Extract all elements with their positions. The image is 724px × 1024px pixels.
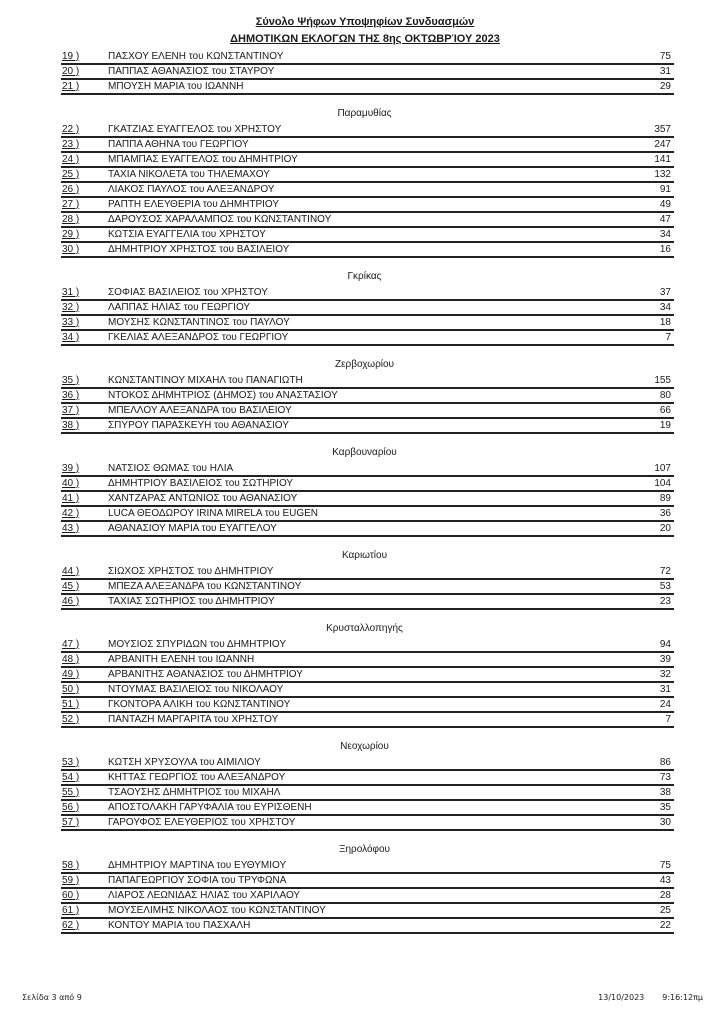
candidate-votes: 32 <box>659 669 671 680</box>
candidate-number: 28 ) <box>62 214 80 225</box>
candidate-number: 58 ) <box>62 860 80 871</box>
candidate-number: 29 ) <box>62 229 80 240</box>
candidate-votes: 73 <box>659 772 671 783</box>
candidate-name: ΚΩΤΣΙΑ ΕΥΑΓΓΕΛΙΑ του ΧΡΗΣΤΟΥ <box>108 229 266 240</box>
print-time: 9:16:12πμ <box>662 993 703 1002</box>
candidate-row <box>61 316 674 331</box>
candidate-votes: 36 <box>659 508 671 519</box>
candidate-votes: 31 <box>659 684 671 695</box>
candidate-votes: 75 <box>659 860 671 871</box>
candidate-votes: 7 <box>665 714 671 725</box>
candidate-number: 52 ) <box>62 714 80 725</box>
candidate-name: ΔΗΜΗΤΡΙΟΥ ΧΡΗΣΤΟΣ του ΒΑΣΙΛΕΙΟΥ <box>108 244 290 255</box>
candidate-row <box>61 477 674 492</box>
candidate-number: 51 ) <box>62 699 80 710</box>
candidate-name: ΜΟΥΣΗΣ ΚΩΝΣΤΑΝΤΙΝΟΣ του ΠΑΥΛΟΥ <box>108 317 290 328</box>
district-title: Παραμυθίας <box>337 108 392 119</box>
document-header <box>0 14 724 48</box>
candidate-votes: 247 <box>654 139 671 150</box>
candidate-row <box>61 80 674 95</box>
candidate-votes: 22 <box>659 920 671 931</box>
candidate-name: ΑΡΒΑΝΙΤΗΣ ΑΘΑΝΑΣΙΟΣ του ΔΗΜΗΤΡΙΟΥ <box>108 669 303 680</box>
candidate-votes: 53 <box>659 581 671 592</box>
district-title: Καριωτίου <box>341 550 388 561</box>
candidate-number: 34 ) <box>62 332 80 343</box>
candidate-name: ΛΙΑΚΟΣ ΠΑΥΛΟΣ του ΑΛΕΞΑΝΔΡΟΥ <box>108 184 275 195</box>
candidate-row <box>61 213 674 228</box>
candidate-votes: 72 <box>659 566 671 577</box>
candidate-name: ΜΠΕΛΛΟΥ ΑΛΕΞΑΝΔΡΑ του ΒΑΣΙΛΕΙΟΥ <box>108 405 292 416</box>
candidate-number: 31 ) <box>62 287 80 298</box>
candidate-name: ΛΑΠΠΑΣ ΗΛΙΑΣ του ΓΕΩΡΓΙΟΥ <box>108 302 251 313</box>
candidate-name: ΜΠΕΖΑ ΑΛΕΞΑΝΔΡΑ του ΚΩΝΣΤΑΝΤΙΝΟΥ <box>108 581 302 592</box>
candidate-row <box>61 153 674 168</box>
candidate-row <box>61 653 674 668</box>
candidate-number: 38 ) <box>62 420 80 431</box>
candidate-row <box>61 919 674 934</box>
candidate-number: 54 ) <box>62 772 80 783</box>
candidate-votes: 37 <box>659 287 671 298</box>
candidate-number: 47 ) <box>62 639 80 650</box>
candidate-number: 21 ) <box>62 81 80 92</box>
candidate-row <box>61 683 674 698</box>
candidate-row <box>61 374 674 389</box>
candidate-name: ΓΚΕΛΙΑΣ ΑΛΕΞΑΝΔΡΟΣ του ΓΕΩΡΓΙΟΥ <box>108 332 289 343</box>
candidate-row <box>61 874 674 889</box>
candidate-row <box>61 243 674 258</box>
district-group <box>61 264 674 346</box>
candidate-name: ΠΑΝΤΑΖΗ ΜΑΡΓΑΡΙΤΑ του ΧΡΗΣΤΟΥ <box>108 714 279 725</box>
candidate-votes: 38 <box>659 787 671 798</box>
candidate-number: 46 ) <box>62 596 80 607</box>
candidate-row <box>61 419 674 434</box>
candidate-number: 60 ) <box>62 890 80 901</box>
district-group <box>61 616 674 728</box>
candidate-votes: 75 <box>659 51 671 62</box>
candidate-name: LUCA ΘΕΟΔΩΡΟΥ IRINA MIRELA του EUGEN <box>108 508 318 519</box>
document-subtitle: ΔΗΜΟΤΙΚΩΝ ΕΚΛΟΓΩΝ ΤΗΣ 8ης ΟΚΤΩΒΡΊΟΥ 2023 <box>230 33 500 45</box>
candidate-name: ΠΑΠΑΓΕΩΡΓΙΟΥ ΣΟΦΙΑ του ΤΡΥΦΩΝΑ <box>108 875 287 886</box>
district-title: Ζερβοχωρίου <box>334 359 395 370</box>
district-title: Κρυσταλλοπηγής <box>326 623 403 634</box>
candidate-row <box>61 331 674 346</box>
candidate-name: ΣΟΦΙΑΣ ΒΑΣΙΛΕΙΟΣ του ΧΡΗΣΤΟΥ <box>108 287 268 298</box>
candidate-number: 39 ) <box>62 463 80 474</box>
candidate-name: ΓΚΑΤΖΙΑΣ ΕΥΑΓΓΕΛΟΣ του ΧΡΗΣΤΟΥ <box>108 124 282 135</box>
candidate-votes: 34 <box>659 229 671 240</box>
candidate-name: ΝΤΟΥΜΑΣ ΒΑΣΙΛΕΙΟΣ του ΝΙΚΟΛΑΟΥ <box>108 684 284 695</box>
candidate-number: 30 ) <box>62 244 80 255</box>
candidate-number: 37 ) <box>62 405 80 416</box>
district-group <box>61 101 674 258</box>
candidate-row <box>61 786 674 801</box>
candidate-votes: 91 <box>659 184 671 195</box>
candidate-votes: 23 <box>659 596 671 607</box>
candidate-name: ΡΑΠΤΗ ΕΛΕΥΘΕΡΙΑ του ΔΗΜΗΤΡΙΟΥ <box>108 199 280 210</box>
candidate-name: ΓΑΡΟΥΦΟΣ ΕΛΕΥΘΕΡΙΟΣ του ΧΡΗΣΤΟΥ <box>108 817 296 828</box>
candidate-number: 56 ) <box>62 802 80 813</box>
candidate-number: 20 ) <box>62 66 80 77</box>
candidate-votes: 357 <box>654 124 671 135</box>
district-group <box>61 440 674 537</box>
candidate-number: 44 ) <box>62 566 80 577</box>
candidate-number: 25 ) <box>62 169 80 180</box>
candidate-name: ΜΟΥΣΕΛΙΜΗΣ ΝΙΚΟΛΑΟΣ του ΚΩΝΣΤΑΝΤΙΝΟΥ <box>108 905 326 916</box>
candidate-row <box>61 595 674 610</box>
candidate-number: 61 ) <box>62 905 80 916</box>
candidate-votes: 89 <box>659 493 671 504</box>
candidate-name: ΜΟΥΣΙΟΣ ΣΠΥΡΙΔΩΝ του ΔΗΜΗΤΡΙΟΥ <box>108 639 287 650</box>
candidate-name: ΑΠΟΣΤΟΛΑΚΗ ΓΑΡΥΦΑΛΙΑ του ΕΥΡΙΣΘΕΝΗ <box>108 802 312 813</box>
candidate-row <box>61 668 674 683</box>
candidate-row <box>61 801 674 816</box>
candidate-votes: 80 <box>659 390 671 401</box>
candidate-name: ΜΠΑΜΠΑΣ ΕΥΑΓΓΕΛΟΣ του ΔΗΜΗΤΡΙΟΥ <box>108 154 298 165</box>
candidate-number: 50 ) <box>62 684 80 695</box>
candidate-row <box>61 889 674 904</box>
candidate-votes: 94 <box>659 639 671 650</box>
candidate-name: ΠΑΣΧΟΥ ΕΛΕΝΗ του ΚΩΝΣΤΑΝΤΙΝΟΥ <box>108 51 284 62</box>
candidate-votes: 30 <box>659 817 671 828</box>
candidate-row <box>61 492 674 507</box>
district-group <box>61 50 674 95</box>
candidate-row <box>61 638 674 653</box>
candidate-number: 53 ) <box>62 757 80 768</box>
print-date: 13/10/2023 <box>598 993 645 1002</box>
candidate-row <box>61 698 674 713</box>
candidate-name: ΣΙΩΧΟΣ ΧΡΗΣΤΟΣ του ΔΗΜΗΤΡΙΟΥ <box>108 566 274 577</box>
candidate-name: ΤΣΑΟΥΣΗΣ ΔΗΜΗΤΡΙΟΣ του ΜΙΧΑΗΛ <box>108 787 281 798</box>
candidate-name: ΤΑΧΙΑΣ ΣΩΤΗΡΙΟΣ του ΔΗΜΗΤΡΙΟΥ <box>108 596 275 607</box>
candidate-number: 26 ) <box>62 184 80 195</box>
candidate-number: 55 ) <box>62 787 80 798</box>
candidate-name: ΚΟΝΤΟΥ ΜΑΡΙΑ του ΠΑΣΧΑΛΗ <box>108 920 251 931</box>
candidate-name: ΓΚΟΝΤΟΡΑ ΑΛΙΚΗ του ΚΩΝΣΤΑΝΤΙΝΟΥ <box>108 699 291 710</box>
candidate-number: 40 ) <box>62 478 80 489</box>
candidate-votes: 34 <box>659 302 671 313</box>
candidate-name: ΝΑΤΣΙΟΣ ΘΩΜΑΣ του ΗΛΙΑ <box>108 463 234 474</box>
candidate-number: 43 ) <box>62 523 80 534</box>
candidate-row <box>61 462 674 477</box>
candidate-row <box>61 301 674 316</box>
candidate-number: 23 ) <box>62 139 80 150</box>
district-group <box>61 837 674 934</box>
candidate-votes: 86 <box>659 757 671 768</box>
candidate-votes: 31 <box>659 66 671 77</box>
candidate-name: ΧΑΝΤΖΑΡΑΣ ΑΝΤΩΝΙΟΣ του ΑΘΑΝΑΣΙΟΥ <box>108 493 298 504</box>
candidate-name: ΚΩΝΣΤΑΝΤΙΝΟΥ ΜΙΧΑΗΛ του ΠΑΝΑΓΙΩΤΗ <box>108 375 303 386</box>
district-title: Γκρίκας <box>347 271 382 282</box>
candidate-name: ΑΘΑΝΑΣΙΟΥ ΜΑΡΙΑ του ΕΥΑΓΓΕΛΟΥ <box>108 523 277 534</box>
candidate-name: ΔΗΜΗΤΡΙΟΥ ΒΑΣΙΛΕΙΟΣ του ΣΩΤΗΡΙΟΥ <box>108 478 294 489</box>
candidate-number: 32 ) <box>62 302 80 313</box>
candidate-votes: 19 <box>659 420 671 431</box>
candidate-votes: 18 <box>659 317 671 328</box>
candidate-votes-list <box>61 50 674 934</box>
candidate-votes: 49 <box>659 199 671 210</box>
candidate-name: ΜΠΟΥΣΗ ΜΑΡΙΑ του ΙΩΑΝΝΗ <box>108 81 244 92</box>
candidate-number: 42 ) <box>62 508 80 519</box>
candidate-name: ΠΑΠΠΑΣ ΑΘΑΝΑΣΙΟΣ του ΣΤΑΥΡΟΥ <box>108 66 275 77</box>
candidate-row <box>61 123 674 138</box>
candidate-votes: 16 <box>659 244 671 255</box>
candidate-name: ΣΠΥΡΟΥ ΠΑΡΑΣΚΕΥΗ του ΑΘΑΝΑΣΙΟΥ <box>108 420 289 431</box>
candidate-row <box>61 168 674 183</box>
candidate-row <box>61 565 674 580</box>
candidate-row <box>61 50 674 65</box>
candidate-votes: 132 <box>654 169 671 180</box>
candidate-row <box>61 771 674 786</box>
candidate-votes: 28 <box>659 890 671 901</box>
candidate-votes: 7 <box>665 332 671 343</box>
candidate-number: 59 ) <box>62 875 80 886</box>
candidate-votes: 104 <box>654 478 671 489</box>
candidate-number: 33 ) <box>62 317 80 328</box>
print-timestamp <box>598 993 703 1002</box>
candidate-number: 24 ) <box>62 154 80 165</box>
candidate-votes: 29 <box>659 81 671 92</box>
candidate-number: 57 ) <box>62 817 80 828</box>
candidate-number: 36 ) <box>62 390 80 401</box>
candidate-number: 35 ) <box>62 375 80 386</box>
candidate-name: ΑΡΒΑΝΙΤΗ ΕΛΕΝΗ του ΙΩΑΝΝΗ <box>108 654 255 665</box>
candidate-number: 22 ) <box>62 124 80 135</box>
candidate-number: 45 ) <box>62 581 80 592</box>
candidate-votes: 25 <box>659 905 671 916</box>
candidate-votes: 155 <box>654 375 671 386</box>
candidate-row <box>61 713 674 728</box>
district-title: Ξηρολόφου <box>338 844 391 855</box>
district-group <box>61 734 674 831</box>
candidate-name: ΝΤΟΚΟΣ ΔΗΜΗΤΡΙΟΣ (ΔΗΜΟΣ) του ΑΝΑΣΤΑΣΙΟΥ <box>108 390 338 401</box>
candidate-number: 48 ) <box>62 654 80 665</box>
candidate-name: ΤΑΧΙΑ ΝΙΚΟΛΕΤΑ του ΤΗΛΕΜΑΧΟΥ <box>108 169 270 180</box>
candidate-name: ΚΩΤΣΗ ΧΡΥΣΟΥΛΑ του ΑΙΜΙΛΙΟΥ <box>108 757 261 768</box>
candidate-votes: 39 <box>659 654 671 665</box>
candidate-votes: 20 <box>659 523 671 534</box>
candidate-number: 49 ) <box>62 669 80 680</box>
candidate-row <box>61 859 674 874</box>
candidate-number: 27 ) <box>62 199 80 210</box>
candidate-row <box>61 904 674 919</box>
candidate-row <box>61 183 674 198</box>
candidate-row <box>61 507 674 522</box>
candidate-votes: 24 <box>659 699 671 710</box>
district-group <box>61 543 674 610</box>
district-title: Καρβουναρίου <box>332 447 397 458</box>
candidate-votes: 35 <box>659 802 671 813</box>
candidate-name: ΚΗΤΤΑΣ ΓΕΩΡΓΙΟΣ του ΑΛΕΞΑΝΔΡΟΥ <box>108 772 286 783</box>
candidate-row <box>61 198 674 213</box>
candidate-votes: 47 <box>659 214 671 225</box>
page-number: Σελίδα 3 από 9 <box>22 993 82 1002</box>
candidate-row <box>61 138 674 153</box>
candidate-row <box>61 65 674 80</box>
candidate-votes: 66 <box>659 405 671 416</box>
candidate-name: ΔΑΡΟΥΣΟΣ ΧΑΡΑΛΑΜΠΟΣ του ΚΩΝΣΤΑΝΤΙΝΟΥ <box>108 214 332 225</box>
candidate-number: 62 ) <box>62 920 80 931</box>
candidate-row <box>61 228 674 243</box>
candidate-name: ΔΗΜΗΤΡΙΟΥ ΜΑΡΤΙΝΑ του ΕΥΘΥΜΙΟΥ <box>108 860 287 871</box>
candidate-row <box>61 404 674 419</box>
candidate-row <box>61 756 674 771</box>
candidate-row <box>61 580 674 595</box>
candidate-row <box>61 389 674 404</box>
candidate-row <box>61 522 674 537</box>
candidate-votes: 107 <box>654 463 671 474</box>
candidate-number: 19 ) <box>62 51 80 62</box>
candidate-row <box>61 816 674 831</box>
candidate-row <box>61 286 674 301</box>
document-title: Σύνολο Ψήφων Υποψηφίων Συνδυασμών <box>255 16 475 28</box>
candidate-votes: 43 <box>659 875 671 886</box>
candidate-name: ΠΑΠΠΑ ΑΘΗΝΑ του ΓΕΩΡΓΙΟΥ <box>108 139 249 150</box>
candidate-name: ΛΙΑΡΟΣ ΛΕΩΝΙΔΑΣ ΗΛΙΑΣ του ΧΑΡΙΛΑΟΥ <box>108 890 301 901</box>
district-title: Νεοχωρίου <box>340 741 389 752</box>
candidate-votes: 141 <box>654 154 671 165</box>
district-group <box>61 352 674 434</box>
candidate-number: 41 ) <box>62 493 80 504</box>
